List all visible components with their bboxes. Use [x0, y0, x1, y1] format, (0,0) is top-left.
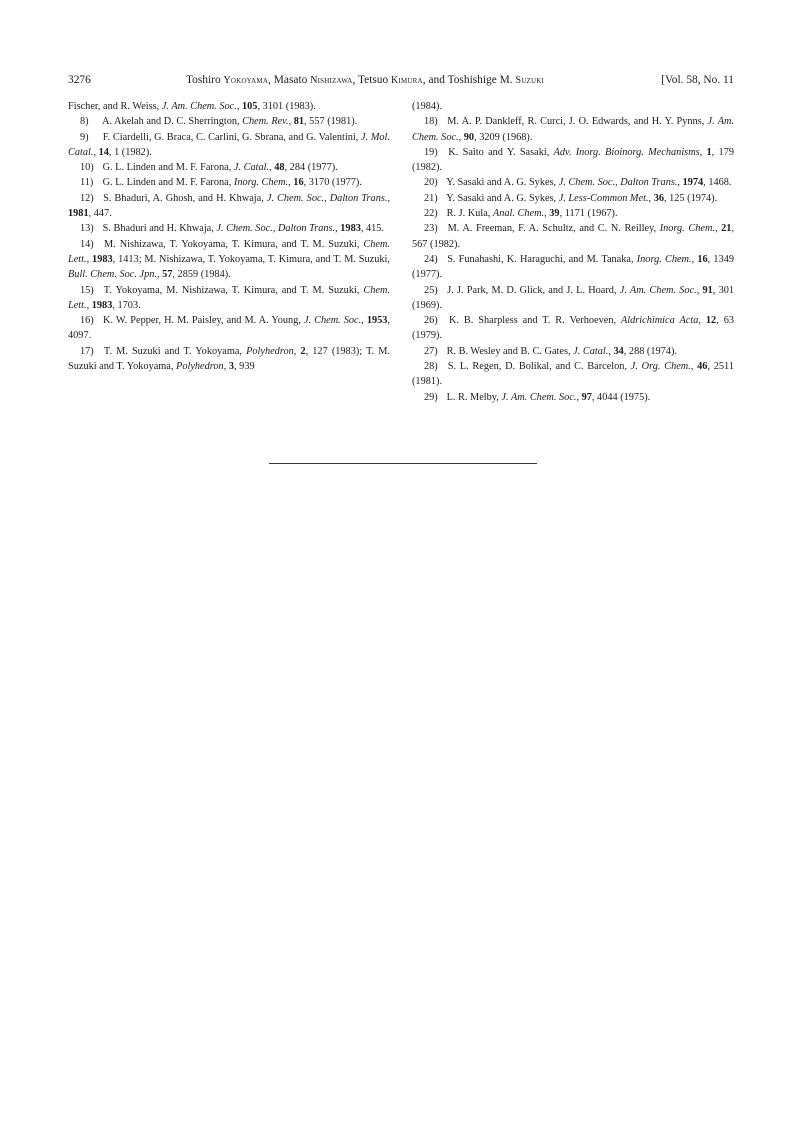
- reference-entry: [68, 221, 390, 236]
- reference-text: F. Ciardelli, G. Braca, C. Carlini, G. Sbrana, and G. Valentini, J. Mol. Catal., 14, 1 (1982).: [68, 131, 390, 158]
- reference-number: 17): [80, 345, 94, 357]
- reference-entry: [68, 191, 390, 222]
- reference-text: S. Bhaduri, A. Ghosh, and H. Khwaja, J. Chem. Soc., Dalton Trans., 1981, 447.: [68, 192, 391, 220]
- reference-text: T. M. Suzuki and T. Yokoyama, Polyhedron, 2, 127 (1983); T. M. Suzuki and T. Yokoyama, Polyhedron, 3, 939: [68, 345, 390, 373]
- reference-number: 29): [424, 391, 438, 403]
- reference-number: 25): [424, 284, 438, 296]
- reference-text: L. R. Melby, J. Am. Chem. Soc., 97, 4044 (1975).: [446, 391, 651, 403]
- reference-number: 14): [80, 238, 94, 250]
- reference-text: Y. Sasaki and A. G. Sykes, J. Less-Common Met., 36, 125 (1974).: [446, 192, 718, 204]
- reference-text: M. Nishizawa, T. Yokoyama, T. Kimura, and T. M. Suzuki, Chem. Lett., 1983, 1413; M. Nishizawa, T. Yokoyama, T. Kimura, and T. M. Suzuki, Bull. Chem. Soc. Jpn., 57, 2859 (1984).: [68, 238, 391, 281]
- reference-text: (1984).: [412, 101, 443, 112]
- end-rule: [269, 463, 537, 464]
- reference-number: 8): [80, 116, 89, 128]
- reference-text: A. Akelah and D. C. Sherrington, Chem. Rev., 81, 557 (1981).: [102, 116, 358, 128]
- reference-entry: [68, 175, 390, 190]
- reference-text: T. Yokoyama, M. Nishizawa, T. Kimura, and T. M. Suzuki, Chem. Lett., 1983, 1703.: [68, 284, 391, 311]
- reference-number: 27): [424, 345, 438, 357]
- references-right-column: [412, 99, 734, 405]
- reference-number: 20): [424, 177, 438, 189]
- reference-entry: [68, 237, 390, 283]
- reference-entry: [412, 252, 734, 283]
- reference-number: 18): [424, 116, 438, 128]
- running-header-authors: Toshiro Yokoyama, Masato Nishizawa, Tetsuo Kimura, and Toshishige M. Suzuki: [186, 74, 544, 86]
- reference-text: S. L. Regen, D. Bolikal, and C. Barcelon, J. Org. Chem., 46, 2511 (1981).: [412, 361, 734, 388]
- reference-text: S. Bhaduri and H. Khwaja, J. Chem. Soc., Dalton Trans., 1983, 415.: [102, 223, 385, 235]
- reference-number: 21): [424, 192, 438, 204]
- reference-entry: [68, 160, 390, 175]
- reference-number: 9): [80, 131, 89, 143]
- reference-text: M. A. P. Dankleff, R. Curci, J. O. Edwards, and H. Y. Pynns, J. Am. Chem. Soc., 90, 3209 (1968).: [412, 116, 735, 143]
- reference-entry: [68, 114, 390, 129]
- reference-number: 15): [80, 284, 94, 296]
- reference-number: 10): [80, 162, 94, 174]
- reference-text: K. Saito and Y. Sasaki, Adv. Inorg. Bioinorg. Mechanisms, 1, 179 (1982).: [412, 146, 734, 174]
- reference-text: M. A. Freeman, F. A. Schultz, and C. N. Reilley, Inorg. Chem., 21, 567 (1982).: [412, 223, 735, 250]
- reference-entry: [412, 313, 734, 344]
- reference-entry: [412, 99, 734, 114]
- reference-entry: [68, 130, 390, 161]
- reference-text: G. L. Linden and M. F. Farona, J. Catal., 48, 284 (1977).: [102, 162, 338, 174]
- reference-number: 12): [80, 192, 94, 204]
- reference-entry: [412, 175, 734, 190]
- page-number: 3276: [68, 74, 91, 86]
- reference-number: 19): [424, 146, 438, 158]
- reference-text: G. L. Linden and M. F. Farona, Inorg. Chem., 16, 3170 (1977).: [102, 177, 362, 189]
- reference-text: Y. Sasaki and A. G. Sykes, J. Chem. Soc., Dalton Trans., 1974, 1468.: [446, 177, 732, 189]
- reference-entry: [68, 313, 390, 344]
- reference-entry: [412, 221, 734, 252]
- reference-number: 13): [80, 223, 94, 235]
- reference-number: 22): [424, 208, 438, 220]
- reference-number: 23): [424, 223, 438, 235]
- reference-entry: [412, 359, 734, 390]
- reference-text: S. Funahashi, K. Haraguchi, and M. Tanaka, Inorg. Chem., 16, 1349 (1977).: [412, 253, 734, 281]
- reference-entry: [68, 99, 390, 114]
- reference-number: 11): [80, 177, 94, 189]
- reference-number: 24): [424, 253, 438, 265]
- reference-entry: [412, 390, 734, 405]
- volume-issue: [Vol. 58, No. 11: [661, 74, 734, 86]
- reference-text: Fischer, and R. Weiss, J. Am. Chem. Soc., 105, 3101 (1983).: [68, 101, 316, 112]
- reference-entry: [68, 283, 390, 314]
- reference-number: 26): [424, 315, 438, 327]
- running-header: [68, 72, 734, 88]
- reference-entry: [412, 145, 734, 176]
- reference-text: K. B. Sharpless and T. R. Verhoeven, Aldrichimica Acta, 12, 63 (1979).: [412, 315, 734, 342]
- reference-text: J. J. Park, M. D. Glick, and J. L. Hoard, J. Am. Chem. Soc., 91, 301 (1969).: [412, 284, 735, 311]
- reference-text: R. B. Wesley and B. C. Gates, J. Catal., 34, 288 (1974).: [446, 345, 677, 357]
- reference-entry: [412, 206, 734, 221]
- reference-entry: [412, 191, 734, 206]
- reference-entry: [68, 344, 390, 375]
- reference-number: 28): [424, 361, 438, 373]
- reference-entry: [412, 344, 734, 359]
- reference-entry: [412, 114, 734, 145]
- reference-entry: [412, 283, 734, 314]
- references-left-column: [68, 99, 390, 374]
- reference-number: 16): [80, 315, 94, 327]
- reference-text: R. J. Kula, Anal. Chem., 39, 1171 (1967).: [446, 208, 618, 220]
- reference-text: K. W. Pepper, H. M. Paisley, and M. A. Young, J. Chem. Soc., 1953, 4097.: [68, 315, 390, 342]
